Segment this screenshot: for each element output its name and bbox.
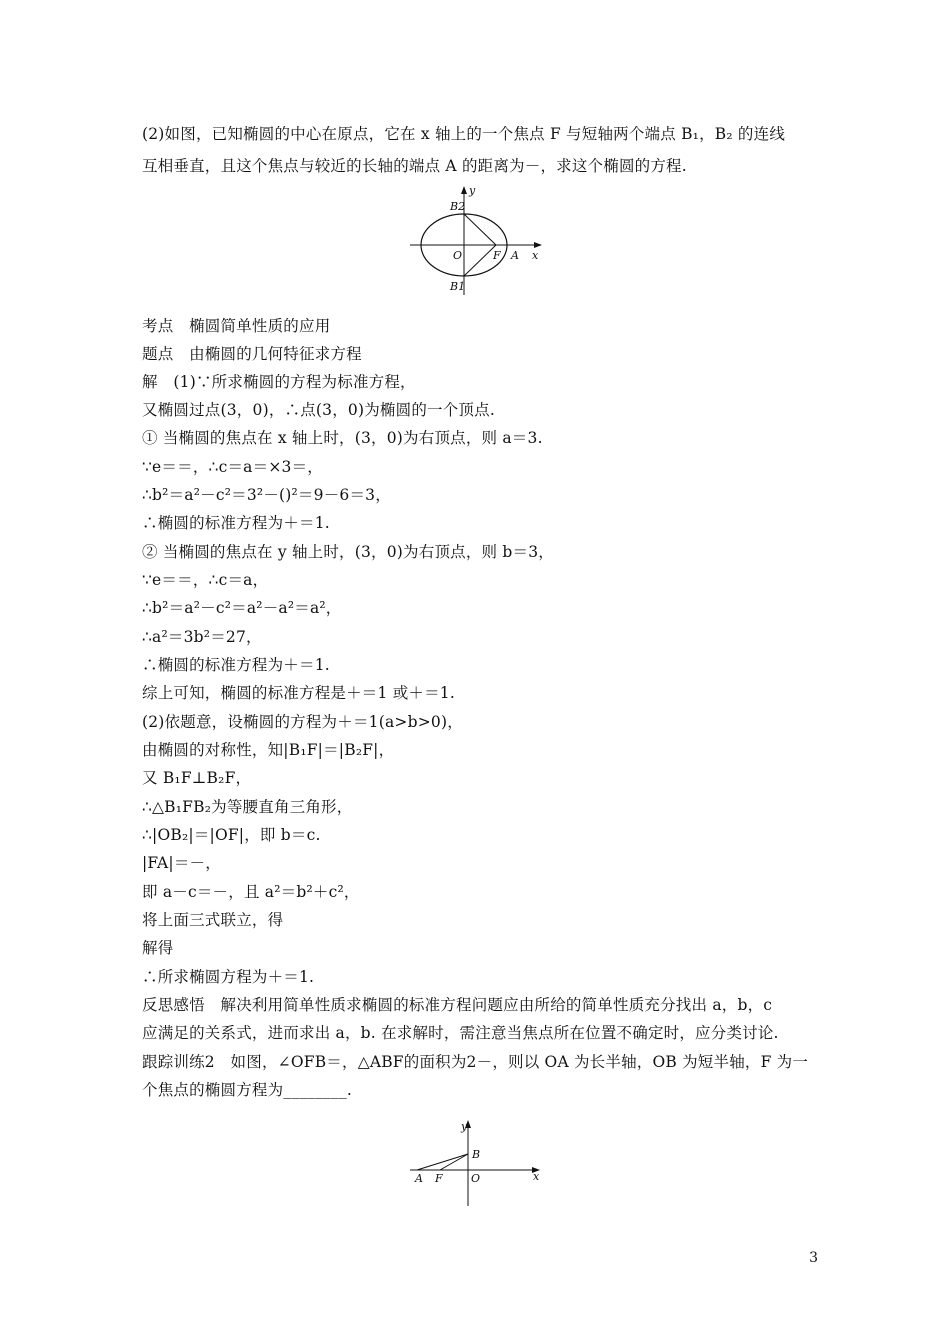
solution-line: ∴△B₁FB₂为等腰直角三角形， [142,798,353,816]
solution-line: 又椭圆过点(3，0)，∴点(3，0)为椭圆的一个顶点. [142,401,495,419]
segment-a-b [417,1154,468,1170]
solution-line: ① 当椭圆的焦点在 x 轴上时，(3，0)为右顶点，则 a＝3. [142,429,543,447]
solution-line: ∴a²＝3b²＝27， [142,628,262,646]
segment-f-b [440,1154,468,1170]
solution-line: ∴|OB₂|＝|OF|，即 b＝c. [142,826,321,844]
triangle-figure [405,1114,550,1210]
segment-b2-f [464,214,496,245]
page-number: 3 [809,1250,818,1266]
label-b1: B1 [450,280,466,293]
solution-line: ∵e＝＝，∴c＝a， [142,571,269,589]
solution-line: ∵e＝＝，∴c＝a＝×3＝， [142,458,323,476]
solution-line: 又 B₁F⊥B₂F， [142,769,252,787]
problem2-line1: (2)如图，已知椭圆的中心在原点，它在 x 轴上的一个焦点 F 与短轴两个端点 B₁，B₂ 的连线 [142,125,786,143]
label-f: F [435,1172,443,1185]
tidian: 题点 由椭圆的几何特征求方程 [142,345,362,363]
label-o: O [453,249,463,262]
solution-line: ② 当椭圆的焦点在 y 轴上时，(3，0)为右顶点，则 b＝3， [142,543,554,561]
kaodian: 考点 椭圆简单性质的应用 [142,317,331,335]
solution-line: ∴椭圆的标准方程为＋＝1. [142,656,330,674]
label-y: y [469,184,476,197]
solution-line: ∴b²＝a²－c²＝a²－a²＝a²， [142,599,342,617]
solution-line: (2)依题意，设椭圆的方程为＋＝1(a>b>0)， [142,713,463,731]
label-y: y [461,1120,468,1133]
solution-line: 综上可知，椭圆的标准方程是＋＝1 或＋＝1. [142,684,455,702]
label-b2: B2 [450,200,466,213]
problem2-line2: 互相垂直，且这个焦点与较近的长轴的端点 A 的距离为－，求这个椭圆的方程. [142,157,687,175]
solution-line: 解得 [142,939,174,957]
segment-b1-f [464,245,496,276]
label-x: x [532,249,539,262]
solution-line: ∴椭圆的标准方程为＋＝1. [142,514,330,532]
label-a: A [511,249,519,262]
practice-line1: 跟踪训练2 如图，∠OFB＝，△ABF的面积为2－，则以 OA 为长半轴，OB 为短半轴，F 为一 [142,1053,809,1071]
solution-line: 即 a－c＝－，且 a²＝b²＋c²， [142,883,360,901]
label-b: B [472,1148,481,1161]
ellipse-figure [405,182,550,300]
label-f: F [493,249,501,262]
practice-line2: 个焦点的椭圆方程为________. [142,1081,353,1099]
label-o: O [471,1172,481,1185]
reflection-line2: 应满足的关系式，进而求出 a，b. 在求解时，需注意当焦点所在位置不确定时，应分类讨论. [142,1024,779,1042]
solution-line: 将上面三式联立，得 [142,911,284,929]
solution-line: |FA|＝－， [142,854,221,872]
x-axis-arrow [534,242,542,248]
y-axis-arrow [461,186,467,194]
solution-line: 解 (1)∵所求椭圆的方程为标准方程， [142,373,416,391]
solution-line: ∴b²＝a²－c²＝3²－()²＝9－6＝3， [142,486,391,504]
reflection-line1: 反思感悟 解决利用简单性质求椭圆的标准方程问题应由所给的简单性质充分找出 a，b，c [142,996,773,1014]
label-x: x [533,1170,540,1183]
solution-line: 由椭圆的对称性，知|B₁F|＝|B₂F|， [142,741,395,759]
label-a: A [415,1172,423,1185]
solution-line: ∴所求椭圆方程为＋＝1. [142,968,315,986]
